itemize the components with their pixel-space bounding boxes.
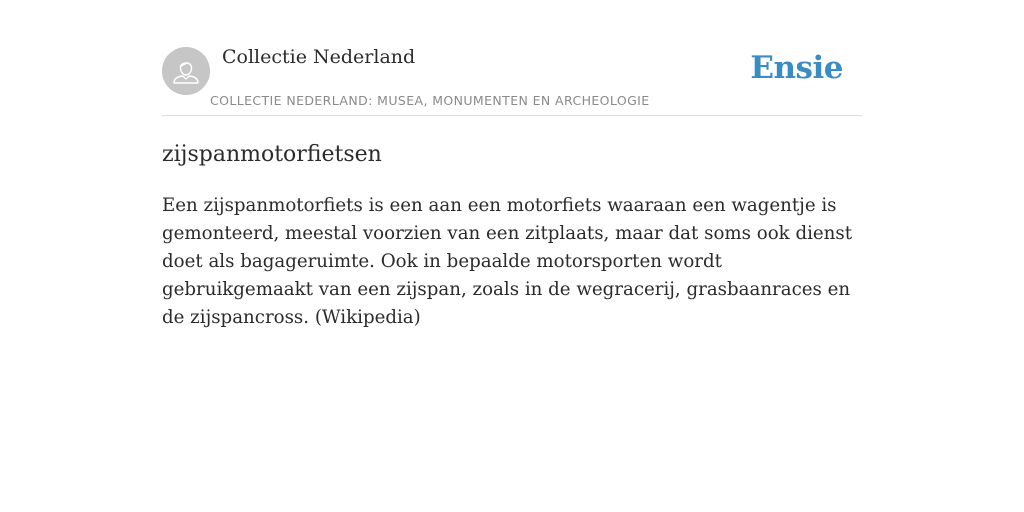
ensie-logo[interactable]: Ensie xyxy=(750,50,843,86)
author-name[interactable]: Collectie Nederland xyxy=(222,46,416,68)
header xyxy=(162,40,862,116)
entry-definition: Een zijspanmotorfiets is een aan een motorfiets waaraan een wagentje is gemonteerd, meestal voorzien van een zitplaats, maar dat soms ook dienst doet als bagageruimte. Ook in bepaalde motorsporten wordt gebruikgemaakt van een zijspan, zoals in de wegracerij, grasbaanraces en de zijspancross. (Wikipedia) xyxy=(162,195,853,328)
entry-title: zijspanmotorfietsen xyxy=(162,142,382,167)
entry-content xyxy=(162,140,862,332)
collection-link[interactable]: COLLECTIE NEDERLAND: MUSEA, MONUMENTEN EN ARCHEOLOGIE xyxy=(210,93,650,108)
user-avatar-icon[interactable] xyxy=(162,47,210,95)
